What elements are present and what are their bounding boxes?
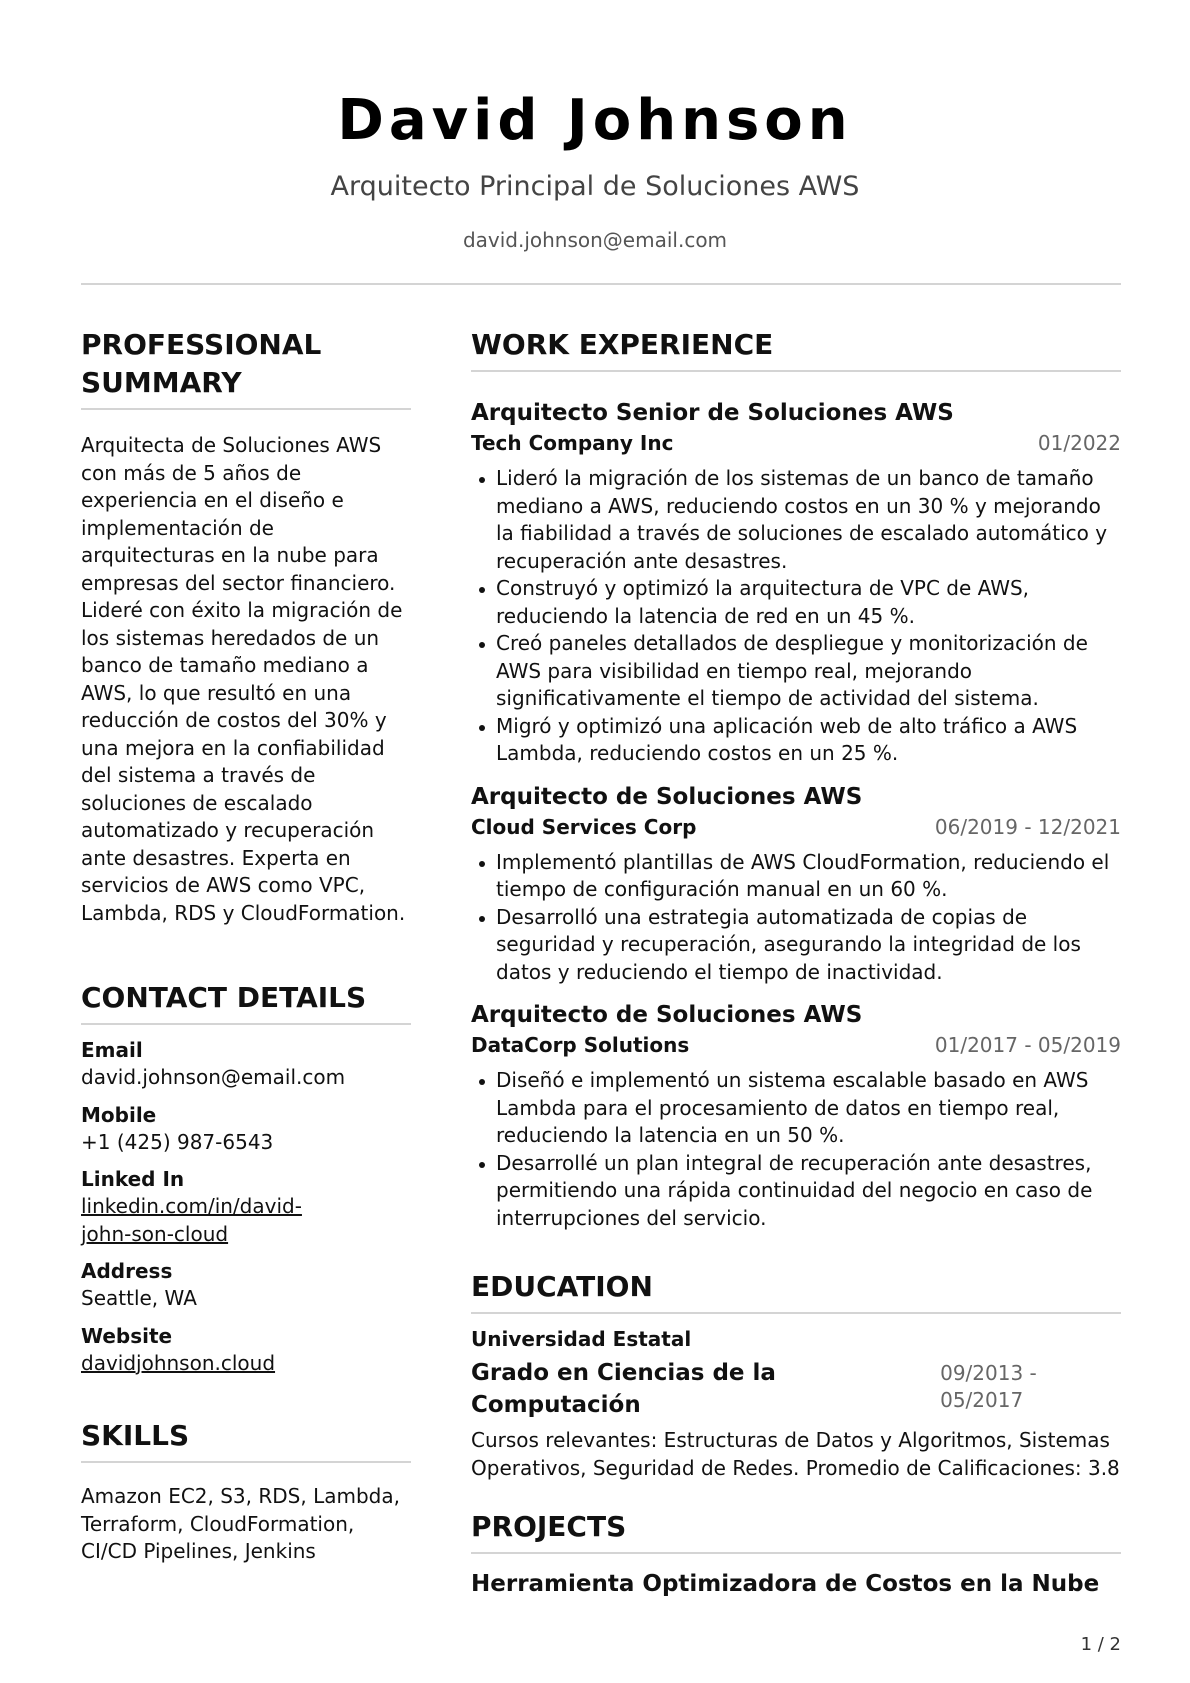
- section-divider: [81, 1023, 411, 1025]
- skills-section: [81, 1417, 411, 1566]
- projects-section: [471, 1508, 1121, 1600]
- contact-mobile: +1 (425) 987-6543: [81, 1129, 274, 1154]
- education-section: [471, 1268, 1121, 1482]
- job-meta: [471, 1032, 1121, 1059]
- job-bullets: [471, 1067, 1121, 1232]
- contact-label-mobile: Mobile: [81, 1102, 157, 1127]
- job-bullet: Desarrolló una estrategia automatizada de copias de seguridad y recuperación, asegurando la integridad de los datos y reduciendo el tiempo de inactividad.: [471, 904, 1121, 987]
- section-divider: [471, 1552, 1121, 1554]
- job-date: 06/2019 - 12/2021: [934, 814, 1121, 839]
- contact-address: Seattle, WA: [81, 1286, 197, 1310]
- contact-section: [81, 979, 411, 1377]
- job-company: DataCorp Solutions: [471, 1033, 690, 1057]
- section-divider: [471, 370, 1121, 372]
- job-date: 01/2022: [1037, 431, 1121, 455]
- summary-text: Arquitecta de Soluciones AWS con más de 5 años de experiencia en el diseño e implementación de arquitecturas en la nube para empresas del sector financiero. Lideré con éxito la migración de los sistemas heredados de un banco de tamaño mediano a AWS, lo que resultó en una reducción de costos del 30% y una mejora en la confiabilidad del sistema a través de soluciones de escalado automatizado y recuperación ante desastres. Experta en servicios de AWS como VPC, Lambda, RDS y CloudFormation.: [81, 433, 406, 925]
- contact-label-address: Address: [81, 1259, 173, 1283]
- job-title: Arquitecto de Soluciones AWS: [471, 1002, 863, 1028]
- right-column: [471, 326, 1121, 1600]
- contact-label-website: Website: [81, 1323, 173, 1348]
- contact-label-linkedin: Linked In: [81, 1167, 185, 1191]
- candidate-name: David Johnson: [337, 88, 853, 153]
- header-divider: [81, 283, 1121, 285]
- job-bullet: Lideró la migración de los sistemas de un banco de tamaño mediano a AWS, reduciendo costos en un 30 % y mejorando la fiabilidad a través de soluciones de escalado automático y recuperación ante desastres.: [471, 465, 1121, 575]
- job-company: Tech Company Inc: [471, 431, 674, 455]
- job-bullet: Migró y optimizó una aplicación web de alto tráfico a AWS Lambda, reduciendo costos en un 25 %.: [471, 713, 1121, 768]
- job-title: Arquitecto de Soluciones AWS: [471, 783, 863, 810]
- contact-email[interactable]: david.johnson@email.com: [81, 1065, 346, 1089]
- job-bullet: Construyó y optimizó la arquitectura de VPC de AWS, reduciendo la latencia de red en un 45 %.: [471, 575, 1121, 630]
- education-degree: Grado en Ciencias de la Computación: [471, 1360, 776, 1418]
- contact-list: [81, 1037, 411, 1377]
- job-bullets: [471, 849, 1121, 987]
- section-divider: [81, 1461, 411, 1463]
- job-bullet: Creó paneles detallados de despliegue y monitorización de AWS para visibilidad en tiempo real, mejorando significativamente el tiempo de actividad del sistema.: [471, 630, 1121, 713]
- project-title: Herramienta Optimizadora de Costos en la Nube: [471, 1571, 1100, 1597]
- section-divider: [81, 408, 411, 410]
- education-date: 09/2013 - 05/2017: [940, 1361, 1037, 1412]
- job-bullet: Implementó plantillas de AWS CloudFormation, reduciendo el tiempo de configuración manual en un 60 %.: [471, 849, 1121, 904]
- left-column: [81, 326, 411, 1566]
- job-company: Cloud Services Corp: [471, 814, 697, 839]
- education-meta: [471, 1357, 1121, 1421]
- education-details: Cursos relevantes: Estructuras de Datos y Algoritmos, Sistemas Operativos, Seguridad de Redes. Promedio de Calificaciones: 3.8: [471, 1428, 1120, 1480]
- job-bullet: Desarrollé un plan integral de recuperación ante desastres, permitiendo una rápida continuidad del negocio en caso de interrupciones del servicio.: [471, 1150, 1121, 1233]
- contact-label-email: Email: [81, 1038, 143, 1062]
- contact-heading: CONTACT DETAILS: [81, 981, 367, 1014]
- contact-website-link[interactable]: davidjohnson.cloud: [81, 1350, 276, 1375]
- education-heading: EDUCATION: [471, 1270, 653, 1303]
- job-title: Arquitecto Senior de Soluciones AWS: [471, 400, 954, 426]
- skills-heading: SKILLS: [81, 1419, 190, 1452]
- candidate-title: Arquitecto Principal de Soluciones AWS: [330, 171, 860, 202]
- job-date: 01/2017 - 05/2019: [934, 1033, 1121, 1057]
- summary-heading: PROFESSIONAL SUMMARY: [81, 328, 322, 399]
- section-divider: [471, 1312, 1121, 1314]
- skills-text: Amazon EC2, S3, RDS, Lambda, Terraform, CloudFormation, CI/CD Pipelines, Jenkins: [81, 1484, 400, 1563]
- experience-heading: WORK EXPERIENCE: [471, 328, 774, 361]
- contact-linkedin-link[interactable]: linkedin.com/in/david-john-son-cloud: [81, 1194, 302, 1246]
- job-bullets: [471, 465, 1121, 768]
- job-entry: [471, 1000, 1121, 1232]
- experience-section: [471, 326, 1121, 1232]
- projects-heading: PROJECTS: [471, 1510, 627, 1543]
- job-meta: [471, 430, 1121, 457]
- summary-section: [81, 326, 411, 927]
- header-email: david.johnson@email.com: [462, 228, 728, 252]
- education-school: Universidad Estatal: [471, 1327, 692, 1351]
- page-number: 1 / 2: [1080, 1634, 1121, 1655]
- job-meta: [471, 814, 1121, 841]
- job-bullet: Diseñó e implementó un sistema escalable basado en AWS Lambda para el procesamiento de datos en tiempo real, reduciendo la latencia en un 50 %.: [471, 1067, 1121, 1150]
- job-entry: [471, 782, 1121, 987]
- job-entry: [471, 398, 1121, 768]
